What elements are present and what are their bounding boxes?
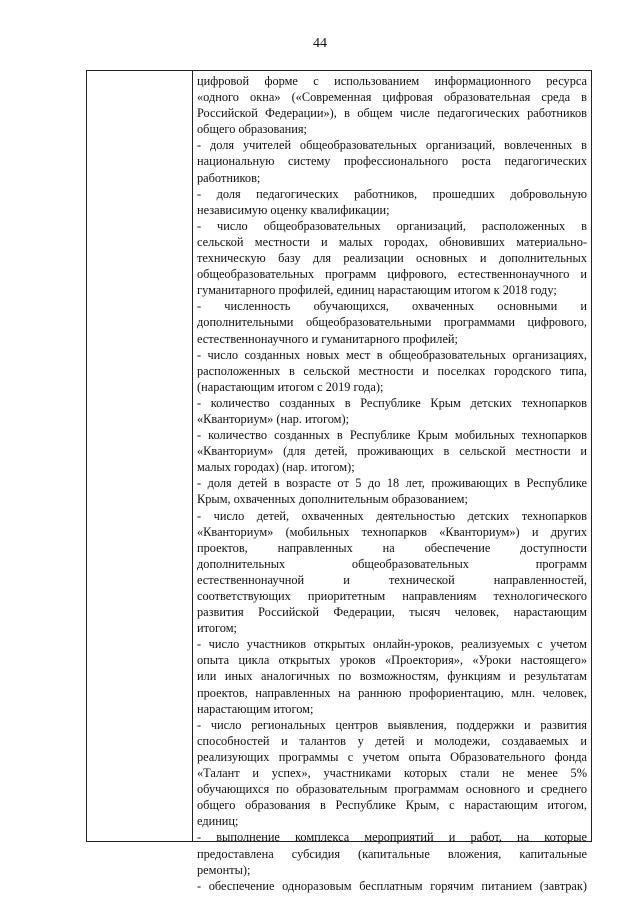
text-line: независимую оценку квалификации;: [197, 202, 390, 217]
text-line: «одного окна» («Современная цифровая образовательная среда в: [197, 90, 587, 105]
text-line: гуманитарного профилей, единиц нарастающим итогом к 2018 году;: [197, 283, 557, 298]
text-line: ремонты);: [197, 862, 251, 877]
text-line: способностей и талантов у детей и молодежи, создаваемых и: [197, 733, 587, 748]
column-divider: [192, 71, 193, 841]
text-line: - доля детей в возрасте от 5 до 18 лет, проживающих в Республике: [197, 476, 587, 491]
text-line: соответствующих приоритетным направлениям технологического: [197, 589, 587, 603]
table-right-cell: [197, 73, 587, 894]
text-line: работников;: [197, 170, 261, 185]
text-line: - обеспечение одноразовым бесплатным горячим питанием (завтрак): [197, 878, 587, 893]
document-table: [86, 70, 592, 893]
text-line: обучающихся по образовательным программам основного и среднего: [197, 782, 587, 797]
text-line: дополнительных общеобразовательных программ: [197, 556, 587, 571]
text-line: - количество созданных в Республике Крым детских технопарков: [197, 395, 587, 410]
text-line: - доля педагогических работников, прошедших добровольную: [197, 186, 587, 201]
text-line: малых городах) (нар. итогом);: [197, 460, 355, 475]
text-line: единиц;: [197, 814, 239, 829]
text-line: или иных аналогичных по возможностям, функциям и результатам: [197, 669, 587, 684]
text-line: естественнонаучной и технической направленностей,: [197, 572, 587, 587]
text-line: «Талант и успех», участниками которых стали не менее 5%: [197, 766, 587, 781]
text-line: - число участников открытых онлайн-уроков, реализуемых с учетом: [197, 637, 587, 652]
text-line: «Кванториум» (для детей, проживающих в сельской местности и: [197, 444, 587, 459]
text-line: «Кванториум» (мобильных технопарков «Кванториум») и других: [197, 524, 587, 539]
text-line: - численность обучающихся, охваченных основными и: [197, 299, 587, 314]
text-line: - число региональных центров выявления, поддержки и развития: [197, 717, 587, 732]
text-line: - выполнение комплекса мероприятий и работ, на которые: [197, 830, 587, 845]
text-line: техническую базу для реализации основных и дополнительных: [197, 251, 587, 266]
text-line: проектов, направленных на раннюю профориентацию, млн. человек,: [197, 685, 587, 700]
text-line: реализующих программы с учетом опыта Образовательного фонда: [197, 749, 587, 764]
text-line: - количество созданных в Республике Крым мобильных технопарков: [197, 428, 587, 443]
text-line: (нарастающим итогом с 2019 года);: [197, 379, 384, 394]
page-number: 44: [313, 36, 327, 51]
text-line: опыта цикла открытых уроков «Проектория», «Уроки настоящего»: [197, 653, 587, 668]
text-line: проектов, направленных на обеспечение доступности: [197, 540, 587, 555]
text-line: - число детей, охваченных деятельностью детских технопарков: [197, 508, 587, 523]
text-line: общеобразовательных программ цифрового, естественнонаучного и: [197, 267, 587, 282]
text-line: нарастающим итогом;: [197, 701, 314, 716]
text-line: расположенных в сельской местности и поселках городского типа,: [197, 363, 587, 378]
text-line: - доля учителей общеобразовательных организаций, вовлеченных в: [197, 138, 587, 153]
text-line: дополнительными общеобразовательными программами цифрового,: [197, 315, 587, 330]
text-line: Крым, охваченных дополнительным образованием;: [197, 492, 468, 507]
text-line: итогом;: [197, 621, 237, 636]
text-line: развития Российской Федерации, тысяч человек, нарастающим: [197, 605, 587, 620]
text-line: общего образования;: [197, 122, 307, 137]
text-line: «Кванториум» (нар. итогом);: [197, 411, 350, 426]
text-line: - число общеобразовательных организаций, расположенных в: [197, 218, 587, 233]
text-line: сельской местности и малых городах, обновивших материально-: [197, 234, 587, 249]
text-line: цифровой форме с использованием информационного ресурса: [197, 74, 587, 88]
text-line: предоставлена субсидия (капитальные вложения, капитальные: [197, 846, 587, 861]
text-line: - число созданных новых мест в общеобразовательных организациях,: [197, 347, 587, 362]
text-line: естественнонаучного и гуманитарного профилей;: [197, 331, 458, 346]
text-line: Российской Федерации»), в общем числе педагогических работников: [197, 106, 587, 121]
text-line: национальную систему профессионального роста педагогических: [197, 154, 587, 169]
text-line: общего образования в Республике Крым, с нарастающим итогом,: [197, 798, 587, 813]
